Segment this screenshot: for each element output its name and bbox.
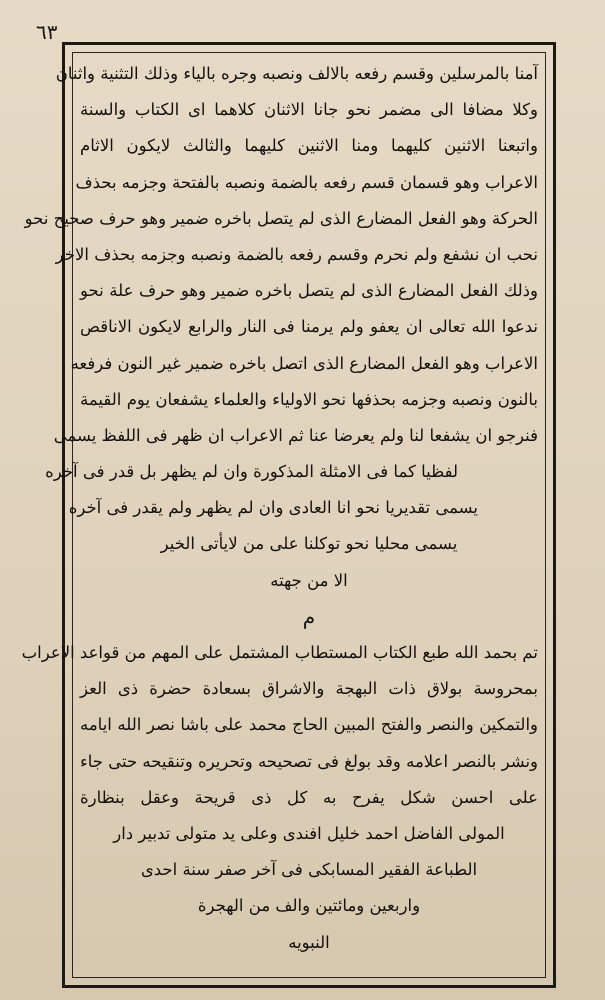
section-mark: م: [302, 604, 316, 629]
text-line-3: واتبعنا الاثنين كليهما ومنا الاثنين كليهما والثالث لايكون الاثام: [80, 136, 538, 156]
colophon-line-3: والتمكين والنصر والفتح المبين الحاج محمد على باشا نصر الله ايامه: [80, 715, 538, 735]
text-line-5: الحركة وهو الفعل المضارع الذى لم يتصل باخره ضمير وهو حرف صحيح نحو: [24, 208, 538, 228]
text-line-8: ندعوا الله تعالى ان يعفو ولم يرمنا فى النار والرابع لايكون الاناقص: [80, 317, 538, 337]
colophon-line-6: المولى الفاضل احمد خليل افندى وعلى يد متولى تدبير دار: [113, 823, 505, 843]
text-line-15: الا من جهته: [270, 570, 348, 590]
text-line-9: الاعراب وهو الفعل المضارع الذى اتصل باخره ضمير غير النون فرفعه: [70, 353, 538, 373]
colophon-line-8: واربعين ومائتين والف من الهجرة: [197, 896, 421, 916]
text-line-10: بالنون ونصبه وجزمه بحذفها نحو الاولياء والعلماء يشفعان يوم القيمة: [80, 389, 538, 409]
text-line-2: وكلا مضافا الى مضمر نحو جانا الاثنان كلاهما اى الكتاب والسنة: [80, 100, 538, 120]
text-block: [21, 56, 539, 961]
text-line-14: يسمى محليا نحو توكلنا على من لايأتى الخير: [160, 534, 458, 554]
page-number: ٦٣: [36, 20, 58, 44]
colophon-line-4: ونشر بالنصر اعلامه وقد بولغ فى تصحيحه وتحريره وتنقيحه حتى جاء: [80, 751, 539, 771]
text-line-1: آمنا بالمرسلين وقسم رفعه بالالف ونصبه وجره بالياء وذلك التثنية واثنان: [55, 64, 538, 83]
colophon-line-9: النبويه: [288, 932, 330, 952]
colophon-line-2: بمحروسة بولاق ذات البهجة والاشراق بسعادة حضرة ذى العز: [80, 679, 538, 699]
text-line-12: لفظيا كما فى الامثلة المذكورة وان لم يظهر بل قدر فى آخره: [45, 462, 458, 482]
text-line-11: فنرجو ان يشفعا لنا ولم يعرضا عنا ثم الاعراب ان ظهر فى اللفظ يسمى: [53, 425, 538, 445]
text-line-13: يسمى تقديريا نحو انا العادى وان لم يظهر ولم يقدر فى آخره: [68, 498, 478, 518]
text-line-7: وذلك الفعل المضارع الذى لم يتصل باخره ضمير وهو حرف علة نحو: [80, 281, 538, 301]
colophon-line-5: على احسن شكل يفرح به كل ذى قريحة وعقل بنظارة: [80, 787, 538, 807]
text-line-6: نحب ان نشفع ولم نحرم وقسم رفعه بالضمة ونصبه وجزمه بحذف الاخر: [55, 244, 538, 264]
text-line-4: الاعراب وهو قسمان قسم رفعه بالضمة ونصبه بالفتحة وجزمه بحذف: [75, 172, 538, 192]
colophon-line-1: تم بحمد الله طبع الكتاب المستطاب المشتمل على المهم من قواعد الاعراب: [21, 643, 538, 662]
colophon-line-7: الطباعة الفقير المسابكى فى آخر صفر سنة احدى: [140, 860, 478, 880]
